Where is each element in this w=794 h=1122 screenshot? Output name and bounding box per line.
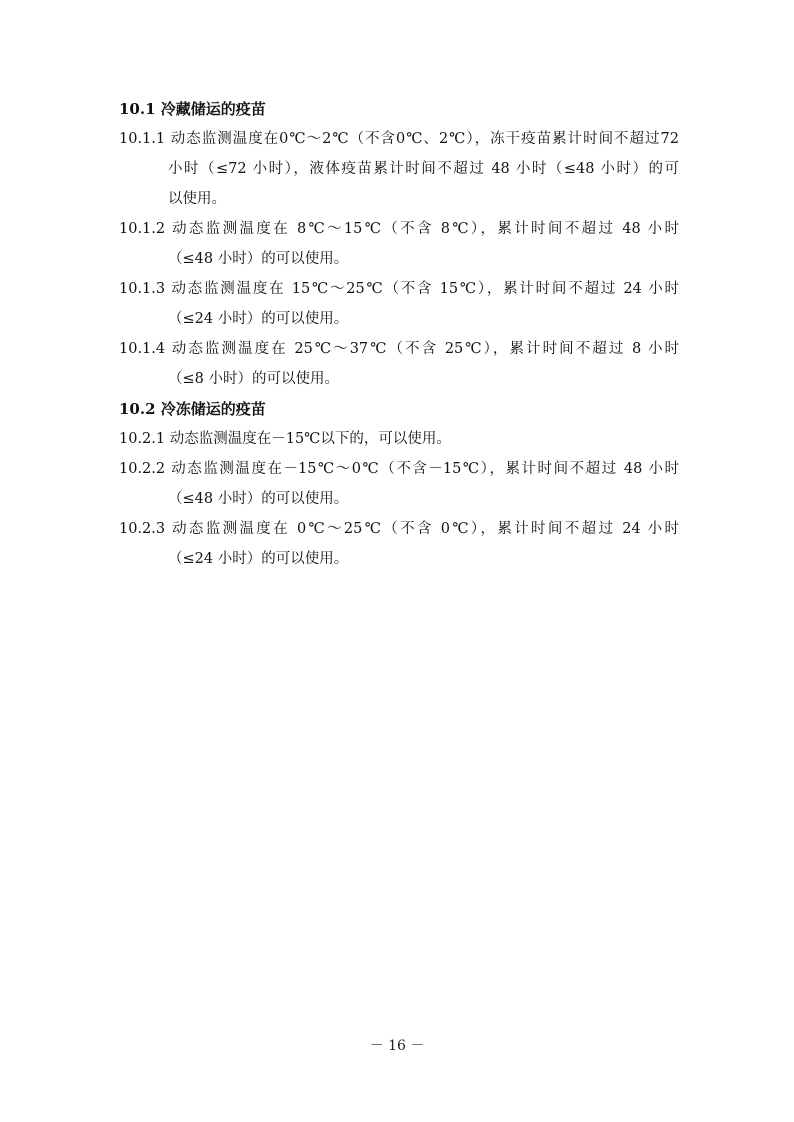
clause-text-line: 10.1.2 动态监测温度在 8℃～15℃（不含 8℃），累计时间不超过 48 小时 <box>119 221 679 237</box>
clause-text-line: 10.2.1 动态监测温度在－15℃以下的，可以使用。 <box>119 431 451 447</box>
clause-text-line: （≤24 小时）的可以使用。 <box>168 551 349 567</box>
clause-10-2-3 <box>119 514 679 574</box>
clause-10-1-4 <box>119 334 679 394</box>
clause-text-line: （≤48 小时）的可以使用。 <box>168 251 349 267</box>
clause-text-line: 小时（≤72 小时），液体疫苗累计时间不超过 48 小时（≤48 小时）的可 <box>168 161 679 177</box>
clause-text-line: （≤48 小时）的可以使用。 <box>168 491 349 507</box>
document-body <box>119 94 679 574</box>
clause-text-line: 10.2.2 动态监测温度在－15℃～0℃（不含－15℃），累计时间不超过 48 小时 <box>119 461 679 477</box>
section-heading: 10.2 冷冻储运的疫苗 <box>119 400 266 418</box>
clause-text-line: 10.1.3 动态监测温度在 15℃～25℃（不含 15℃），累计时间不超过 24 小时 <box>119 281 679 297</box>
section-10-1 <box>119 94 679 394</box>
clause-text-line: 10.2.3 动态监测温度在 0℃～25℃（不含 0℃），累计时间不超过 24 小时 <box>119 521 679 537</box>
clause-10-1-3 <box>119 274 679 334</box>
page-number: － 16 － <box>369 1038 425 1054</box>
clause-10-2-2 <box>119 454 679 514</box>
clause-10-2-1 <box>119 424 679 454</box>
clause-10-1-2 <box>119 214 679 274</box>
clause-10-1-1 <box>119 124 679 214</box>
clause-text-line: （≤8 小时）的可以使用。 <box>168 371 339 387</box>
clause-text-line: 以使用。 <box>168 191 226 207</box>
section-10-2 <box>119 394 679 574</box>
section-heading: 10.1 冷藏储运的疫苗 <box>119 100 266 118</box>
clause-text-line: 10.1.1 动态监测温度在0℃～2℃（不含0℃、2℃），冻干疫苗累计时间不超过72 <box>119 131 679 147</box>
clause-text-line: （≤24 小时）的可以使用。 <box>168 311 349 327</box>
clause-text-line: 10.1.4 动态监测温度在 25℃～37℃（不含 25℃），累计时间不超过 8 小时 <box>119 341 679 357</box>
